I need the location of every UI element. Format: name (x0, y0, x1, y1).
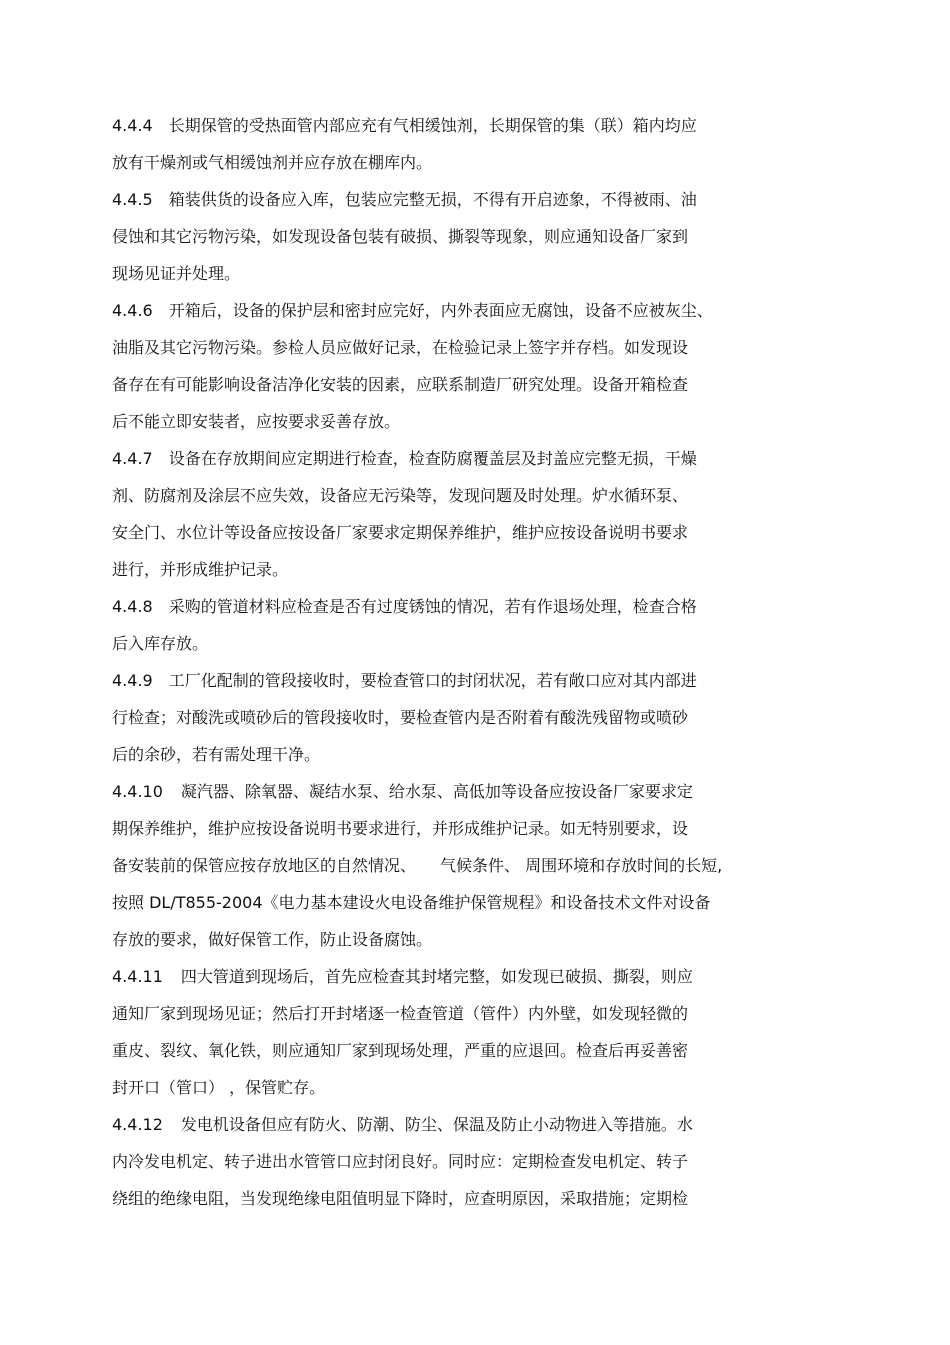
clause-number: 4.4.10 (112, 782, 163, 801)
line-text: 侵蚀和其它污物污染，如发现设备包装有破损、撕裂等现象，则应通知设备厂家到 (112, 227, 689, 246)
paragraph-4-4-9 (112, 671, 812, 782)
text-line (112, 782, 812, 819)
text-line (112, 1152, 812, 1189)
line-text: 箱装供货的设备应入库，包装应完整无损，不得有开启迹象，不得被雨、油 (168, 190, 697, 209)
line-text: 长期保管的受热面管内部应充有气相缓蚀剂，长期保管的集（联）箱内均应 (168, 116, 697, 135)
clause-number: 4.4.11 (112, 967, 163, 986)
paragraph-4-4-6 (112, 301, 812, 449)
line-text: 发电机设备但应有防火、防潮、防尘、保温及防止小动物进入等措施。水 (180, 1115, 693, 1134)
paragraph-4-4-4 (112, 116, 812, 190)
line-text: 备安装前的保管应按存放地区的自然情况、 气候条件、 周围环境和存放时间的长短, (112, 856, 723, 875)
text-line (112, 967, 812, 1004)
paragraph-4-4-8 (112, 597, 812, 671)
text-line (112, 597, 812, 634)
text-line (112, 338, 812, 375)
clause-number: 4.4.6 (112, 301, 153, 320)
line-text: 后不能立即安装者，应按要求妥善存放。 (112, 412, 401, 431)
line-text: 放有干燥剂或气相缓蚀剂并应存放在棚库内。 (112, 153, 433, 172)
text-line (112, 856, 812, 893)
text-line (112, 1078, 812, 1115)
text-line (112, 264, 812, 301)
line-text: 现场见证并处理。 (112, 264, 241, 283)
clause-number: 4.4.4 (112, 116, 153, 135)
text-line (112, 893, 812, 930)
line-text: 封开口（管口） ，保管贮存。 (112, 1078, 326, 1097)
paragraph-4-4-5 (112, 190, 812, 301)
text-line (112, 190, 812, 227)
text-line (112, 116, 812, 153)
line-text: 后的余砂，若有需处理干净。 (112, 745, 321, 764)
line-text: 期保养维护，维护应按设备说明书要求进行，并形成维护记录。如无特别要求，设 (112, 819, 689, 838)
text-line (112, 1189, 812, 1226)
text-line (112, 634, 812, 671)
line-text: 工厂化配制的管段接收时，要检查管口的封闭状况，若有敞口应对其内部进 (168, 671, 697, 690)
line-text: 通知厂家到现场见证；然后打开封堵逐一检查管道（管件）内外壁，如发现轻微的 (112, 1004, 689, 1023)
line-text: 剂、防腐剂及涂层不应失效，设备应无污染等，发现问题及时处理。炉水循环泵、 (112, 486, 689, 505)
text-line (112, 1115, 812, 1152)
text-line (112, 153, 812, 190)
text-line (112, 375, 812, 412)
line-text: 后入库存放。 (112, 634, 209, 653)
text-line (112, 1041, 812, 1078)
line-text: 重皮、裂纹、氧化铁，则应通知厂家到现场处理，严重的应退回。检查后再妥善密 (112, 1041, 689, 1060)
line-text: 设备在存放期间应定期进行检查，检查防腐覆盖层及封盖应完整无损，干燥 (168, 449, 697, 468)
text-line (112, 412, 812, 449)
line-text: 行检查；对酸洗或喷砂后的管段接收时，要检查管内是否附着有酸洗残留物或喷砂 (112, 708, 689, 727)
line-text: 油脂及其它污物污染。参检人员应做好记录，在检验记录上签字并存档。如发现设 (112, 338, 689, 357)
line-text: 凝汽器、除氧器、凝结水泵、给水泵、高低加等设备应按设备厂家要求定 (180, 782, 693, 801)
line-text: 绕组的绝缘电阻，当发现绝缘电阻值明显下降时，应查明原因，采取措施；定期检 (112, 1189, 689, 1208)
text-line (112, 671, 812, 708)
paragraph-4-4-12 (112, 1115, 812, 1226)
text-line (112, 523, 812, 560)
document-body (112, 116, 812, 1226)
clause-number: 4.4.7 (112, 449, 153, 468)
line-text: 内冷发电机定、转子进出水管管口应封闭良好。同时应：定期检查发电机定、转子 (112, 1152, 689, 1171)
paragraph-4-4-7 (112, 449, 812, 597)
clause-number: 4.4.5 (112, 190, 153, 209)
text-line (112, 930, 812, 967)
text-line (112, 301, 812, 338)
line-text: 按照 DL/T855-2004《电力基本建设火电设备维护保管规程》和设备技术文件对设备 (112, 893, 711, 912)
text-line (112, 560, 812, 597)
paragraph-4-4-11 (112, 967, 812, 1115)
line-text: 开箱后，设备的保护层和密封应完好，内外表面应无腐蚀，设备不应被灰尘、 (168, 301, 713, 320)
text-line (112, 486, 812, 523)
line-text: 存放的要求，做好保管工作，防止设备腐蚀。 (112, 930, 433, 949)
text-line (112, 449, 812, 486)
text-line (112, 819, 812, 856)
text-line (112, 708, 812, 745)
line-text: 备存在有可能影响设备洁净化安装的因素，应联系制造厂研究处理。设备开箱检查 (112, 375, 689, 394)
clause-number: 4.4.8 (112, 597, 153, 616)
text-line (112, 227, 812, 264)
line-text: 四大管道到现场后，首先应检查其封堵完整，如发现已破损、撕裂，则应 (180, 967, 693, 986)
clause-number: 4.4.9 (112, 671, 153, 690)
line-text: 进行，并形成维护记录。 (112, 560, 289, 579)
line-text: 安全门、水位计等设备应按设备厂家要求定期保养维护，维护应按设备说明书要求 (112, 523, 689, 542)
text-line (112, 1004, 812, 1041)
clause-number: 4.4.12 (112, 1115, 163, 1134)
paragraph-4-4-10 (112, 782, 812, 967)
text-line (112, 745, 812, 782)
line-text: 采购的管道材料应检查是否有过度锈蚀的情况，若有作退场处理，检查合格 (168, 597, 697, 616)
